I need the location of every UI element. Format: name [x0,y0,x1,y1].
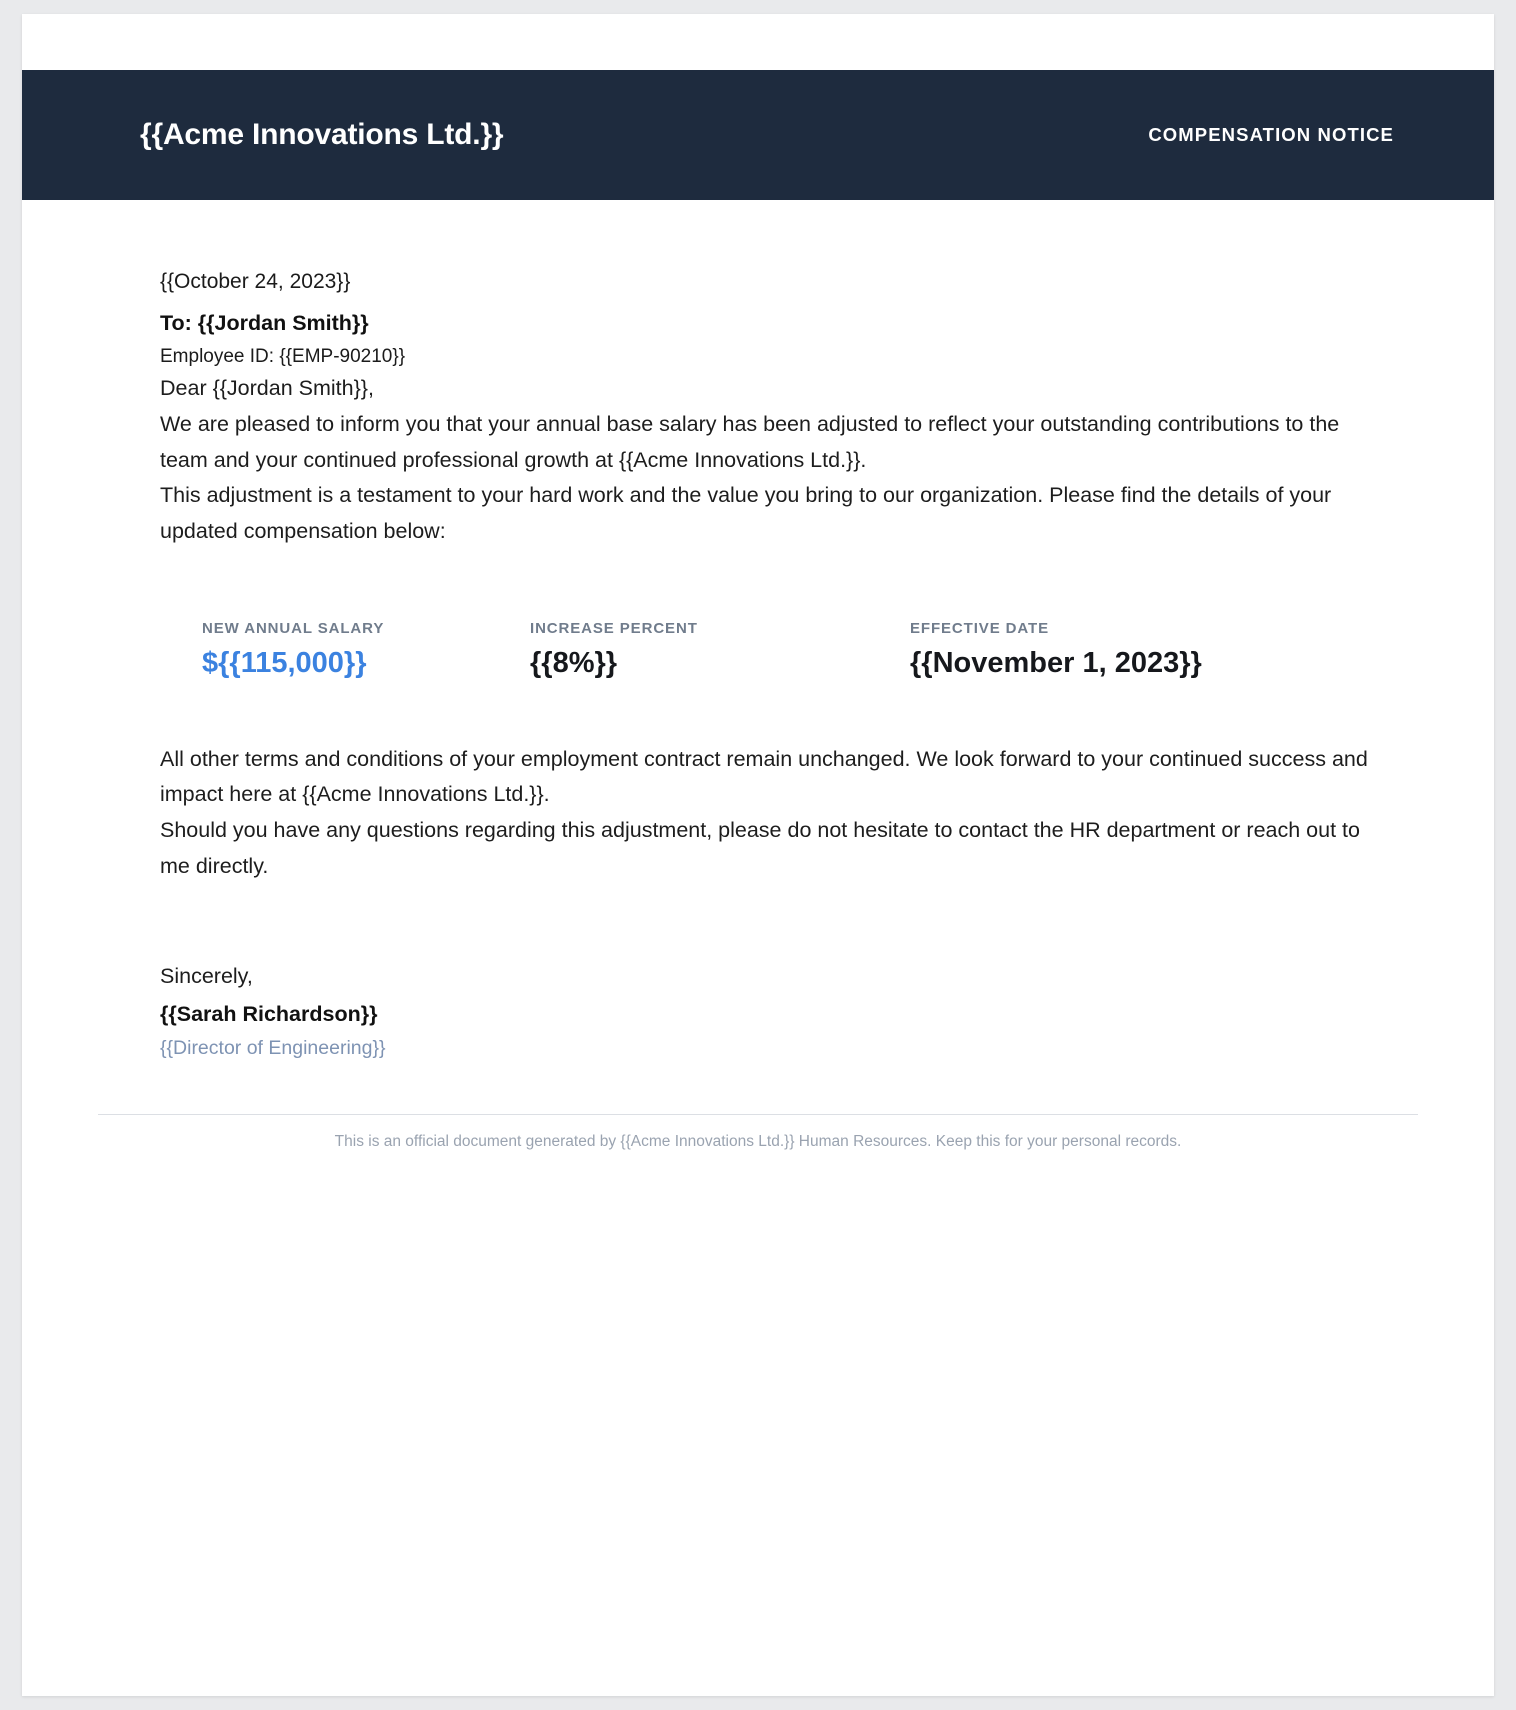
highlight-new-salary [160,620,530,680]
company-name: {{Acme Innovations Ltd.}} [140,118,504,151]
document-body [22,200,1494,1064]
highlight-label: INCREASE PERCENT [530,619,698,637]
signer-title: {{Director of Engineering}} [160,1037,386,1060]
highlight-label: EFFECTIVE DATE [910,619,1049,637]
paragraph-3: All other terms and conditions of your employment contract remain unchanged. We look forward to your continued success and impact here at {{Acme Innovations Ltd.}}. [160,746,1368,807]
compensation-highlights [160,620,1376,680]
document-page [22,14,1494,1696]
highlight-increase-percent [530,620,910,680]
highlight-value: {{November 1, 2023}} [910,646,1202,679]
paragraph-2: This adjustment is a testament to your hard work and the value you bring to our organization. Please find the details of your updated compensation below: [160,483,1332,544]
highlight-label: NEW ANNUAL SALARY [202,619,385,637]
paragraph-4: Should you have any questions regarding this adjustment, please do not hesitate to contact the HR department or reach out to me directly. [160,818,1360,878]
employee-id-line: Employee ID: {{EMP-90210}} [160,345,406,367]
document-type-label: COMPENSATION NOTICE [1148,124,1394,145]
letter-date: {{October 24, 2023}} [160,270,351,293]
document-header [22,70,1494,200]
footer-text: This is an official document generated by {{Acme Innovations Ltd.}} Human Resources. Keep this for your personal records. [334,1133,1182,1150]
signer-name: {{Sarah Richardson}} [160,1002,378,1027]
sign-off: Sincerely, [160,963,253,988]
recipient-line: To: {{Jordan Smith}} [160,310,369,335]
document-footer [98,1114,1418,1151]
paragraph-1: We are pleased to inform you that your annual base salary has been adjusted to reflect your outstanding contributions to the team and your continued professional growth at {{Acme Innovations Ltd.}}. [160,412,1340,472]
highlight-value: {{8%}} [530,646,618,679]
salutation: Dear {{Jordan Smith}}, [160,376,374,401]
highlight-effective-date [910,620,1310,680]
letter-meta [160,266,1376,371]
signature-block [160,959,1376,1064]
highlight-value: ${{115,000}} [202,646,367,679]
